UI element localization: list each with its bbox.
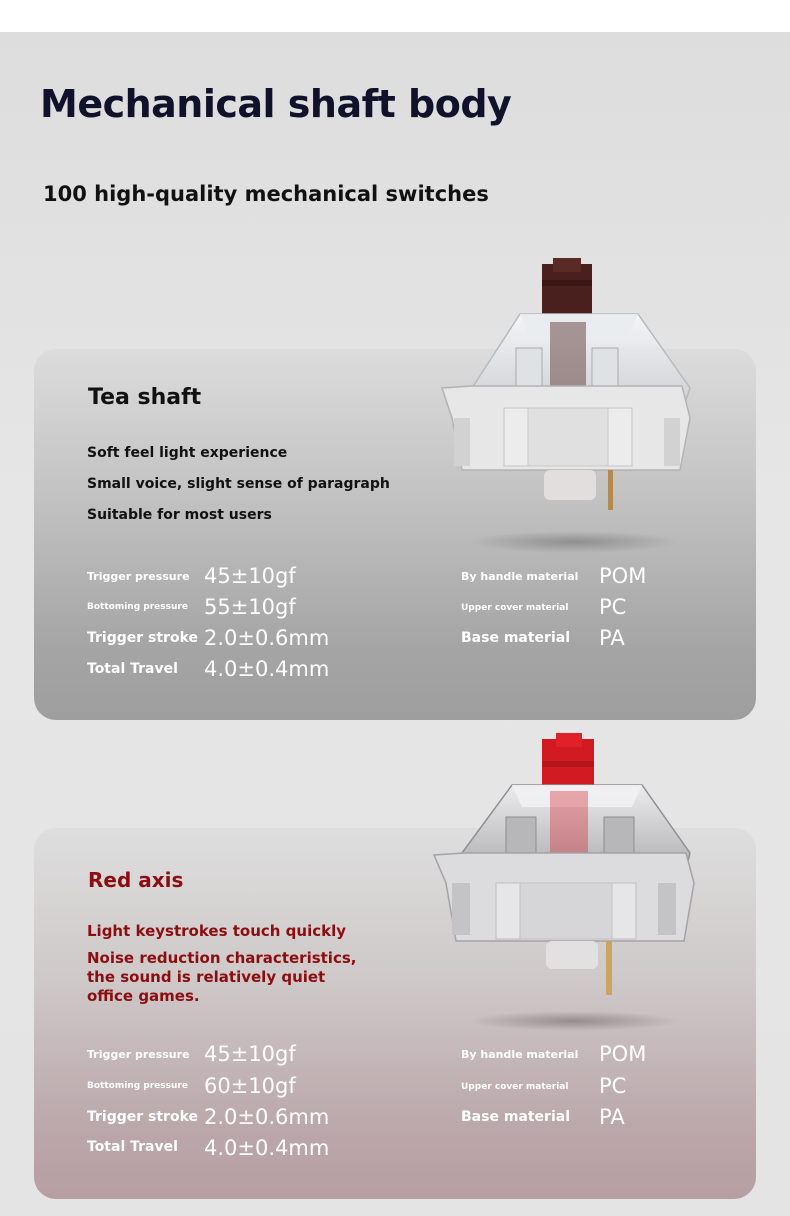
red-material-value-handle: POM [599,1042,647,1066]
red-feature-1: Light keystrokes touch quickly [87,922,347,940]
tea-spec-value-trigger-pressure: 45±10gf [204,564,296,588]
tea-feature-3: Suitable for most users [87,507,272,523]
tea-spec-value-trigger-stroke: 2.0±0.6mm [204,626,330,650]
red-material-label-handle: By handle material [461,1048,579,1061]
red-material-label-base: Base material [461,1109,570,1125]
page-subtitle: 100 high-quality mechanical switches [43,182,489,206]
red-spec-value-total-travel: 4.0±0.4mm [204,1136,330,1160]
red-spec-label-total-travel: Total Travel [87,1139,178,1155]
red-spec-value-trigger-pressure: 45±10gf [204,1042,296,1066]
red-spec-label-bottoming-pressure: Bottoming pressure [87,1081,188,1091]
red-switch-image [428,733,700,1038]
tea-material-label-base: Base material [461,630,570,646]
tea-spec-value-total-travel: 4.0±0.4mm [204,657,330,681]
page-title: Mechanical shaft body [40,82,512,126]
red-material-value-base: PA [599,1105,625,1129]
tea-card-title: Tea shaft [88,385,202,410]
red-card-title: Red axis [88,868,184,892]
red-feature-2-line-1: Noise reduction characteristics, [87,949,357,967]
tea-spec-label-bottoming-pressure: Bottoming pressure [87,602,188,612]
tea-material-label-upper-cover: Upper cover material [461,603,569,613]
tea-material-value-handle: POM [599,564,647,588]
tea-feature-2: Small voice, slight sense of paragraph [87,476,390,492]
red-material-label-upper-cover: Upper cover material [461,1082,569,1092]
red-spec-value-bottoming-pressure: 60±10gf [204,1074,296,1098]
tea-switch-image [432,258,700,558]
tea-material-value-upper-cover: PC [599,595,627,619]
top-white-band [0,0,790,32]
tea-material-value-base: PA [599,626,625,650]
red-feature-2-line-2: the sound is relatively quiet [87,968,326,986]
red-feature-2-line-3: office games. [87,987,200,1005]
tea-spec-label-trigger-pressure: Trigger pressure [87,570,190,583]
red-spec-label-trigger-pressure: Trigger pressure [87,1048,190,1061]
red-spec-value-trigger-stroke: 2.0±0.6mm [204,1105,330,1129]
red-material-value-upper-cover: PC [599,1074,627,1098]
tea-material-label-handle: By handle material [461,570,579,583]
tea-spec-label-trigger-stroke: Trigger stroke [87,630,199,646]
tea-feature-1: Soft feel light experience [87,445,288,461]
red-spec-label-trigger-stroke: Trigger stroke [87,1109,199,1125]
tea-spec-value-bottoming-pressure: 55±10gf [204,595,296,619]
tea-spec-label-total-travel: Total Travel [87,661,178,677]
